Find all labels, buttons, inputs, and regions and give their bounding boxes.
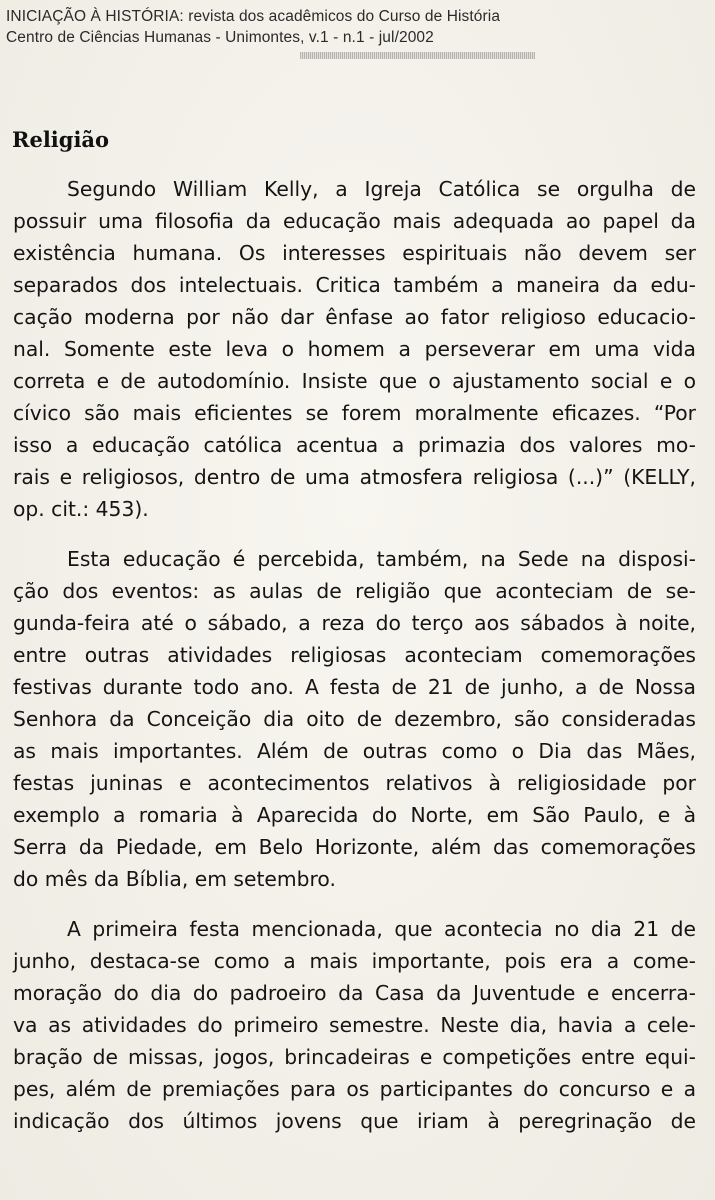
text-line: gunda-feira até o sábado, a reza do terço aos sábados à noite, [13,611,696,635]
header-line-2: Centro de Ciências Humanas - Unimontes, v.1 - n.1 - jul/2002 [6,29,434,46]
text-line: Esta educação é percebida, também, na Sede na disposi- [67,547,696,571]
text-line: entre outras atividades religiosas aconteciam comemorações [13,643,696,667]
text-line: as mais importantes. Além de outras como o Dia das Mães, [13,739,696,763]
text-line: cívico são mais eficientes se forem moralmente eficazes. “Por [13,401,696,425]
text-line: rais e religiosos, dentro de uma atmosfera religiosa (...)” (KELLY, [13,465,696,489]
text-line: Serra da Piedade, em Belo Horizonte, além das comemorações [13,835,696,859]
text-line: possuir uma filosofia da educação mais adequada ao papel da [13,209,696,233]
text-line: cação moderna por não dar ênfase ao fator religioso educacio- [13,305,696,329]
text-line: isso a educação católica acentua a primazia dos valores mo- [13,433,696,457]
section-title: Religião [12,127,110,152]
text-line: festivas durante todo ano. A festa de 21 de junho, a de Nossa [13,675,696,699]
text-line: ção dos eventos: as aulas de religião que aconteciam de se- [13,579,696,603]
header-line-1: INICIAÇÃO À HISTÓRIA: revista dos acadêmicos do Curso de História [6,8,501,25]
text-line: op. cit.: 453). [13,497,149,521]
text-line: separados dos intelectuais. Critica também a maneira da edu- [13,273,696,297]
text-line: Senhora da Conceição dia oito de dezembro, são consideradas [13,707,696,731]
text-line: indicação dos últimos jovens que iriam à peregrinação de [13,1109,696,1133]
paragraph-2 [13,543,696,895]
text-line: correta e de autodomínio. Insiste que o ajustamento social e o [13,369,696,393]
text-line: festas juninas e acontecimentos relativos à religiosidade por [13,771,696,795]
text-line: pes, além de premiações para os participantes do concurso e a [13,1077,696,1101]
text-line: nal. Somente este leva o homem a perseverar em uma vida [13,337,696,361]
paragraph-1 [13,173,696,525]
text-line: bração de missas, jogos, brincadeiras e competições entre equi- [13,1045,696,1069]
header-rule [300,52,535,59]
paragraph-3 [13,913,696,1137]
text-line: moração do dia do padroeiro da Casa da Juventude e encerra- [13,981,696,1005]
body-text [13,173,696,1137]
text-line: exemplo a romaria à Aparecida do Norte, em São Paulo, e à [13,803,696,827]
text-line: do mês da Bíblia, em setembro. [13,867,336,891]
text-line: Segundo William Kelly, a Igreja Católica se orgulha de [67,177,696,201]
running-header [6,6,606,48]
text-line: existência humana. Os interesses espirituais não devem ser [13,241,696,265]
text-line: junho, destaca-se como a mais importante, pois era a come- [13,949,696,973]
text-line: va as atividades do primeiro semestre. Neste dia, havia a cele- [13,1013,696,1037]
text-line: A primeira festa mencionada, que acontecia no dia 21 de [67,917,696,941]
